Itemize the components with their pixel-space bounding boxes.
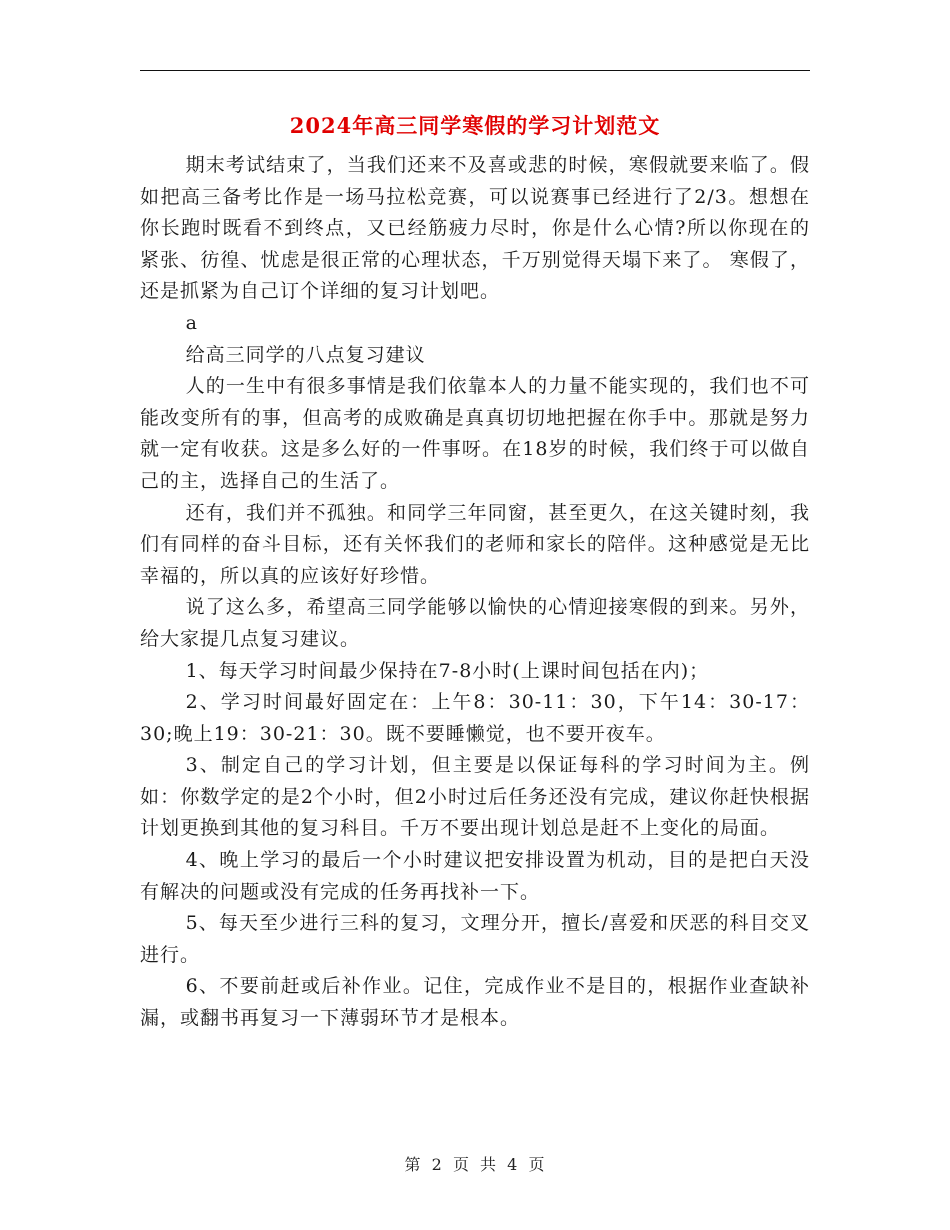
footer-suffix: 页 bbox=[528, 1155, 546, 1174]
current-page-number: 2 bbox=[431, 1155, 443, 1174]
advice-item: 6、不要前赶或后补作业。记住，完成作业不是目的，根据作业查缺补漏，或翻书再复习一下薄弱环节才是根本。 bbox=[140, 975, 810, 1030]
advice-item: 1、每天学习时间最少保持在7-8小时(上课时间包括在内)； bbox=[185, 659, 710, 682]
document-body bbox=[140, 150, 810, 1035]
advice-item: 3、制定自己的学习计划，但主要是以保证每科的学习时间为主。例如：你数学定的是2个小时，但2小时过后任务还没有完成，建议你赶快根据计划更换到其他的复习科目。千万不要出现计划总是赶不上变化的局面。 bbox=[140, 754, 810, 840]
page-footer bbox=[0, 1152, 950, 1175]
document-title: 2024年高三同学寒假的学习计划范文 bbox=[289, 113, 661, 138]
footer-prefix: 第 bbox=[404, 1155, 422, 1174]
advice-item: 5、每天至少进行三科的复习，文理分开，擅长/喜爱和厌恶的科目交叉进行。 bbox=[140, 912, 810, 966]
intro-paragraph: 期末考试结束了，当我们还来不及喜或悲的时候，寒假就要来临了。假如把高三备考比作是一场马拉松竞赛，可以说赛事已经进行了2/3。想想在你长跑时既看不到终点，又已经筋疲力尽时，你是什么心情?所以你现在的紧张、彷徨、忧虑是很正常的心理状态，千万别觉得天塌下来了。 寒假了，还是抓紧为自己订个详细的复习计划吧。 bbox=[140, 154, 810, 303]
total-pages-number: 4 bbox=[507, 1155, 519, 1174]
header-rule bbox=[140, 70, 810, 71]
body-paragraph: 说了这么多，希望高三同学能够以愉快的心情迎接寒假的到来。另外，给大家提几点复习建议。 bbox=[140, 596, 810, 650]
footer-total-label: 共 bbox=[480, 1155, 498, 1174]
footer-page-label: 页 bbox=[452, 1155, 470, 1174]
section-heading: 给高三同学的八点复习建议 bbox=[185, 343, 426, 366]
advice-item: 4、晚上学习的最后一个小时建议把安排设置为机动，目的是把白天没有解决的问题或没有完成的任务再找补一下。 bbox=[140, 849, 810, 903]
body-paragraph: 人的一生中有很多事情是我们依靠本人的力量不能实现的，我们也不可能改变所有的事，但高考的成败确是真真切切地把握在你手中。那就是努力就一定有收获。这是多么好的一件事呀。在18岁的时候，我们终于可以做自己的主，选择自己的生活了。 bbox=[140, 375, 810, 492]
advice-item: 2、学习时间最好固定在：上午8：30-11：30，下午14：30-17：30;晚上19：30-21：30。既不要睡懒觉，也不要开夜车。 bbox=[140, 691, 810, 745]
body-paragraph: 还有，我们并不孤独。和同学三年同窗，甚至更久，在这关键时刻，我们有同样的奋斗目标，还有关怀我们的老师和家长的陪伴。这种感觉是无比幸福的，所以真的应该好好珍惜。 bbox=[140, 501, 810, 587]
stray-letter: a bbox=[185, 311, 198, 334]
